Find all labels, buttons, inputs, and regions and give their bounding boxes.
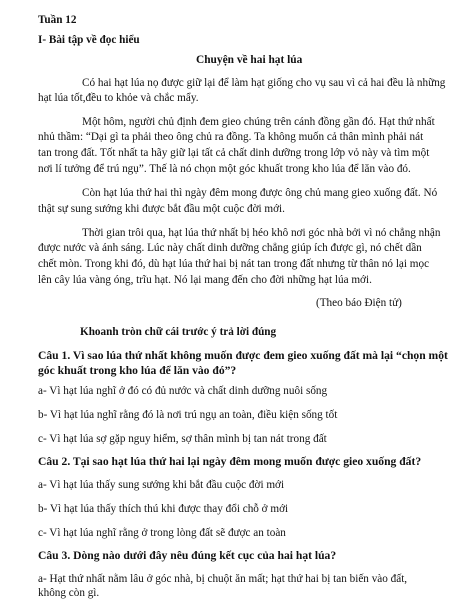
story-line: Có hai hạt lúa nọ được giữ lại để làm hạt giống cho vụ sau vì cả hai đều là những	[82, 77, 446, 89]
question-2-text: Câu 2. Tại sao hạt lúa thứ hai lại ngày đêm mong muốn được gieo xuống đất?	[38, 455, 422, 468]
story-line: Thời gian trôi qua, hạt lúa thứ nhất bị héo khô nơi góc nhà bởi vì nó chẳng nhận	[82, 227, 441, 239]
story-line: hạt lúa tốt,đều to khỏe và chắc mẩy.	[38, 92, 199, 104]
question-2-option-b: b- Vì hạt lúa thấy thích thú khi được thay đổi chỗ ở mới	[38, 503, 289, 515]
question-1-option-c: c- Vì hạt lúa sợ gặp nguy hiểm, sợ thân mình bị tan nát trong đất	[38, 433, 327, 445]
question-3-option-a: a- Hạt thứ nhất nằm lâu ở góc nhà, bị chuột ăn mất; hạt thứ hai bị tan biến vào đất,	[38, 573, 408, 585]
question-1-option-b: b- Vì hạt lúa nghĩ rằng đó là nơi trú ngụ an toàn, điều kiện sống tốt	[38, 409, 338, 421]
question-1-text: góc khuất trong kho lúa để lăn vào đó”?	[38, 364, 237, 377]
question-2-option-c: c- Vì hạt lúa nghĩ rằng ở trong lòng đất sẽ được an toàn	[38, 527, 286, 539]
story-line: Một hôm, người chủ định đem gieo chúng trên cánh đồng gần đó. Hạt thứ nhất	[82, 116, 435, 128]
story-line: Còn hạt lúa thứ hai thì ngày đêm mong được ông chủ mang gieo xuống đất. Nó	[82, 187, 438, 199]
story-line: nơi lí tưởng để trú ngụ”. Thế là nó chọn một góc khuất trong kho lúa để lăn vào đó.	[38, 163, 411, 175]
question-2-option-a: a- Vì hạt lúa thấy sung sướng khi bắt đầu cuộc đời mới	[38, 479, 285, 491]
question-1-option-a: a- Vì hạt lúa nghĩ ở đó có đủ nước và chất dinh dưỡng nuôi sống	[38, 385, 328, 397]
story-line: thật sự sung sướng khi được bắt đầu một cuộc đời mới.	[38, 203, 285, 215]
instruction: Khoanh tròn chữ cái trước ý trả lời đúng	[80, 326, 277, 338]
story-source: (Theo báo Điện tử)	[316, 297, 402, 309]
week-label: Tuần 12	[38, 14, 77, 26]
question-3-text: Câu 3. Dòng nào dưới đây nêu đúng kết cục của hai hạt lúa?	[38, 549, 337, 562]
story-line: được nước và ánh sáng. Lúc này chất dinh dưỡng chẳng giúp ích được gì, nó chết dần	[38, 242, 422, 254]
question-1-text: Câu 1. Vì sao lúa thứ nhất không muốn được đem gieo xuống đất mà lại “chọn một	[38, 349, 448, 362]
story-line: chết mòn. Trong khi đó, dù hạt lúa thứ hai bị nát tan trong đất nhưng từ thân nó lại mọc	[38, 258, 430, 270]
question-3-option-a: không còn gì.	[38, 587, 100, 599]
story-title: Chuyện về hai hạt lúa	[196, 54, 303, 66]
story-line: nhủ thầm: “Dại gì ta phải theo ông chủ ra đồng. Ta không muốn cả thân mình phải nát	[38, 131, 424, 143]
story-line: tan trong đất. Tốt nhất ta hãy giữ lại tất cả chất dinh dưỡng trong lớp vỏ này và tìm một	[38, 147, 430, 159]
section-heading: I- Bài tập về đọc hiểu	[38, 34, 140, 46]
story-line: lên cây lúa vàng óng, trĩu hạt. Nó lại mang đến cho đời những hạt lúa mới.	[38, 274, 372, 286]
